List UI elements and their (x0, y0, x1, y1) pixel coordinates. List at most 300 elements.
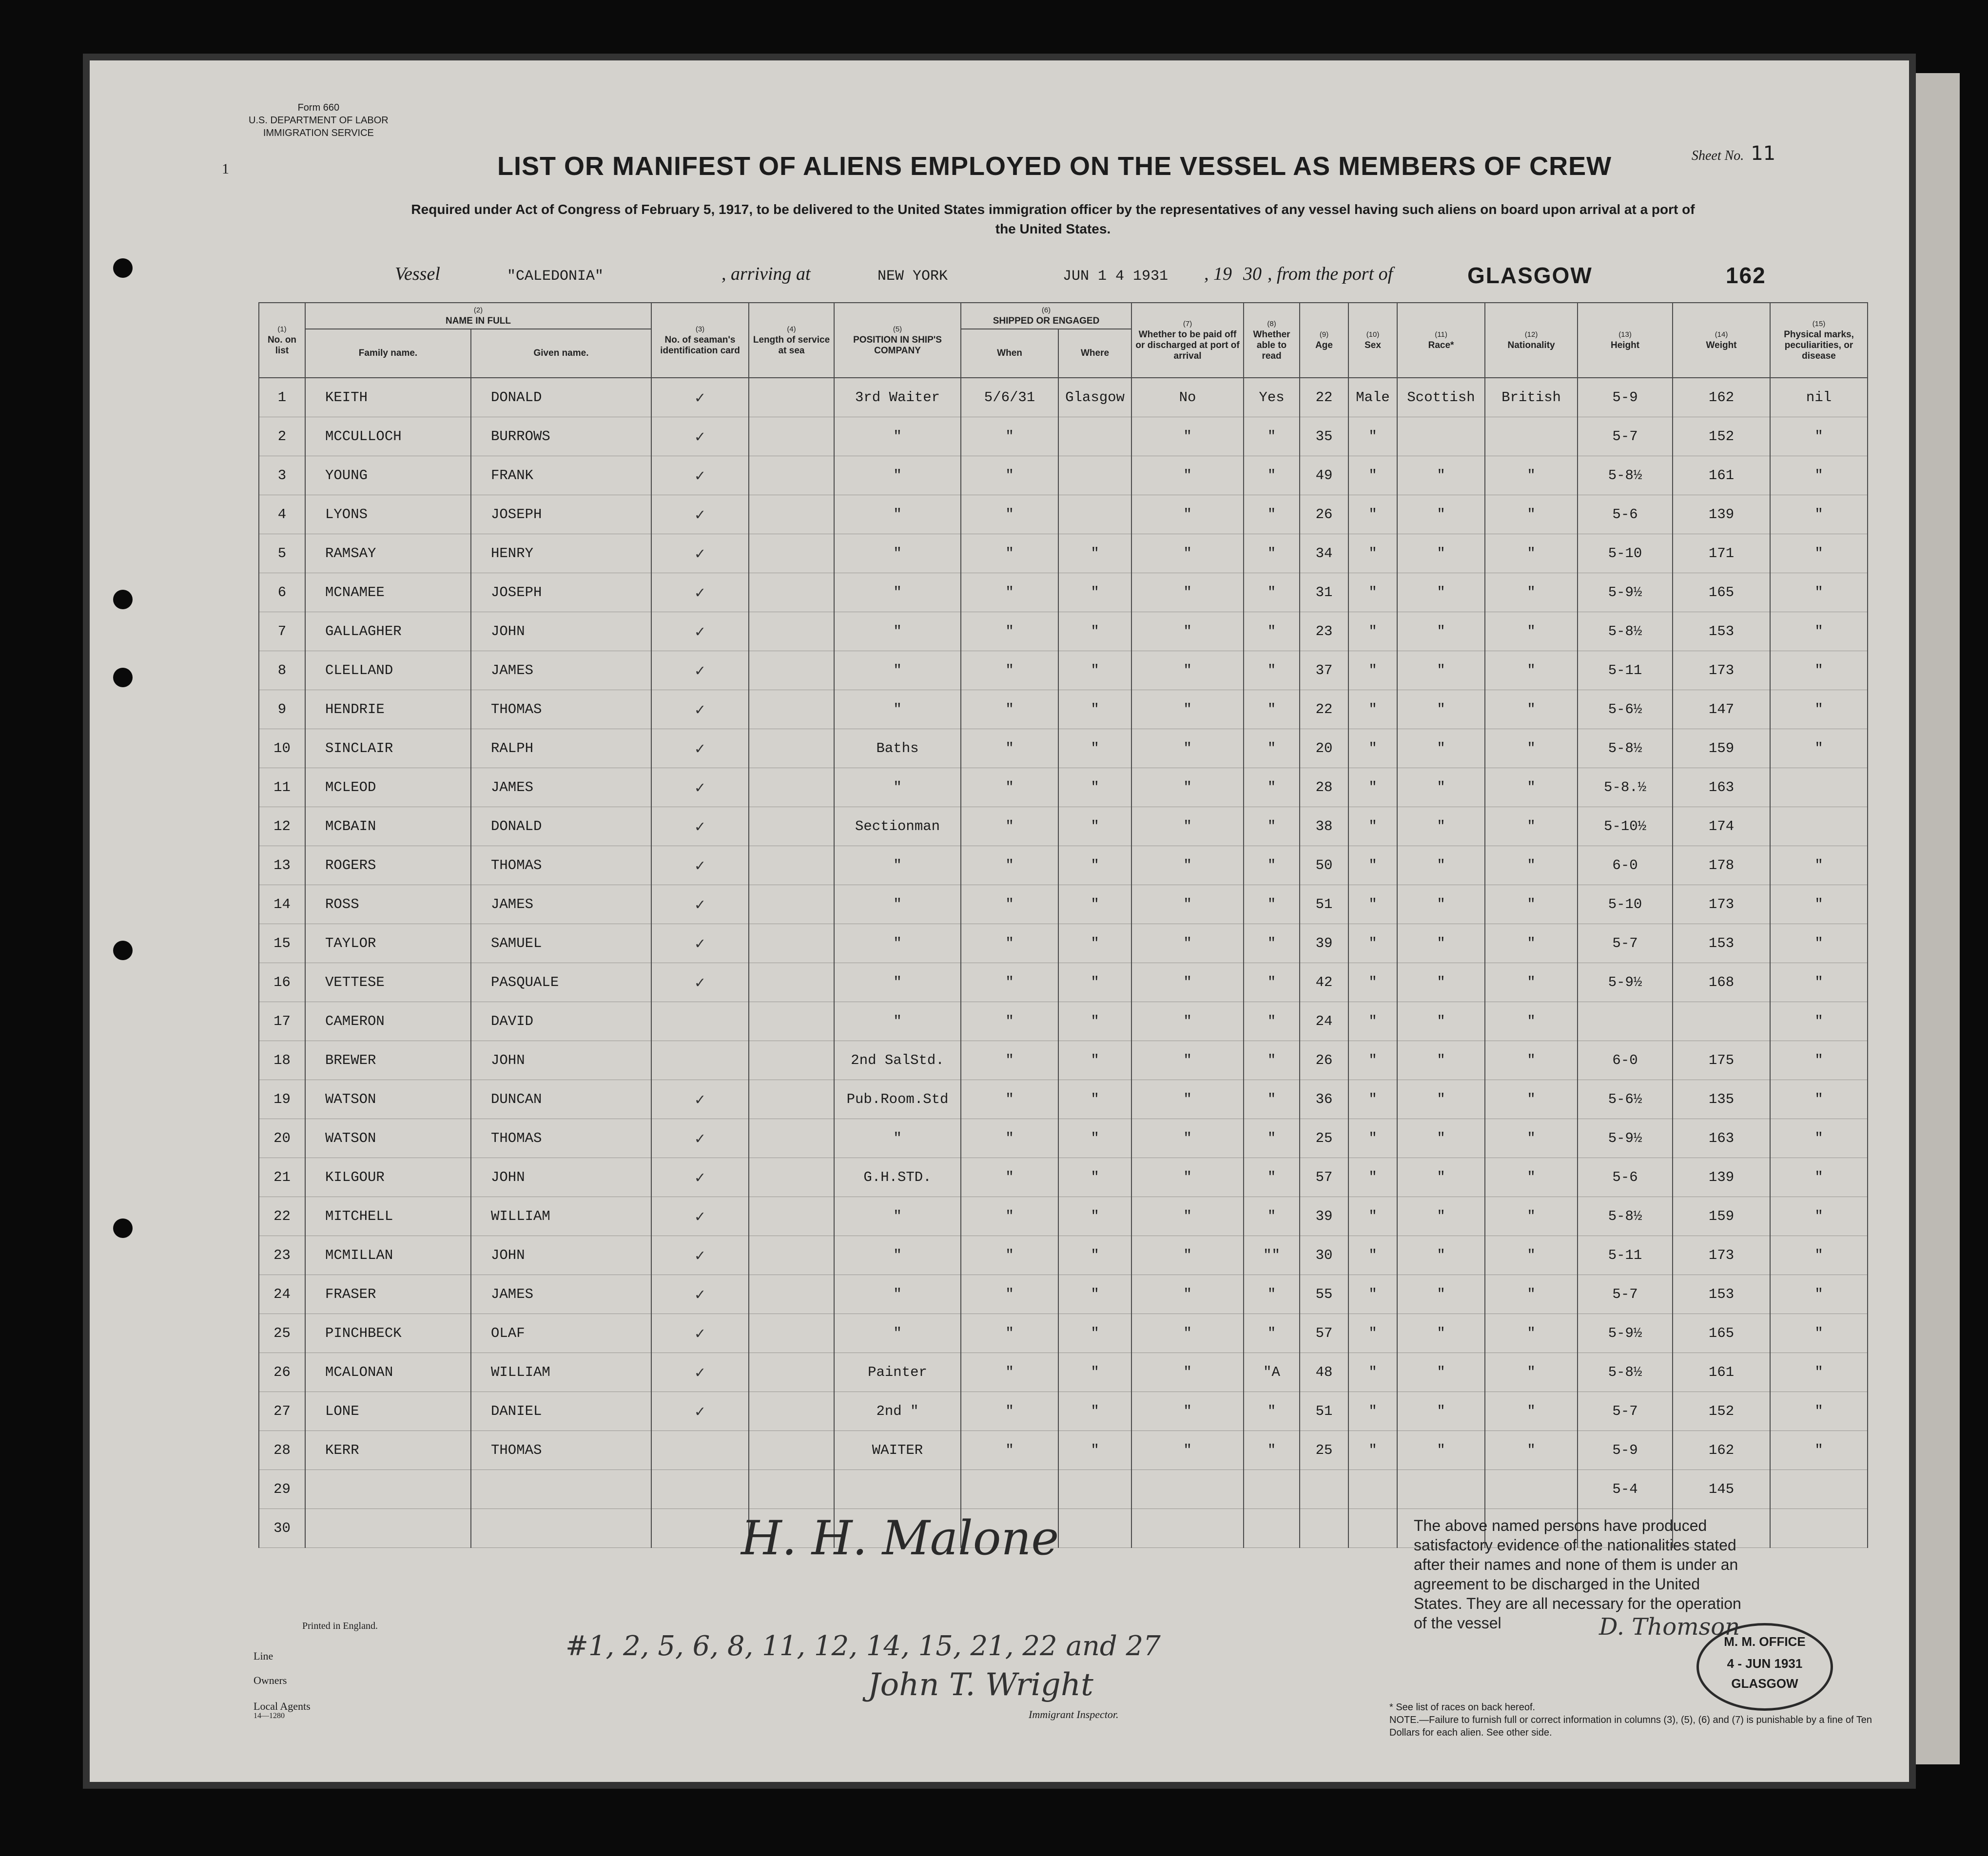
weight-cell: 174 (1673, 807, 1770, 846)
given-name-cell: JAMES (471, 885, 651, 924)
row-number-cell: 3 (259, 456, 305, 495)
position-cell: " (834, 885, 961, 924)
id-card-check-cell: ✓ (651, 1314, 749, 1353)
paid-off-cell: " (1131, 1002, 1244, 1041)
id-card-check-cell: ✓ (651, 1158, 749, 1197)
row-number-cell: 6 (259, 573, 305, 612)
id-card-check-cell: ✓ (651, 1392, 749, 1431)
able-to-read-cell: " (1244, 495, 1300, 534)
department: U.S. DEPARTMENT OF LABOR (249, 115, 389, 126)
row-number-cell: 14 (259, 885, 305, 924)
paid-off-cell: " (1131, 573, 1244, 612)
row-number-cell: 11 (259, 768, 305, 807)
nationality-cell: " (1485, 495, 1578, 534)
handwritten-entry-list: #1, 2, 5, 6, 8, 11, 12, 14, 15, 21, 22 and 27 (565, 1630, 1161, 1662)
table-row (259, 534, 1868, 573)
engaged-where-cell: " (1058, 1119, 1131, 1158)
age-cell: 38 (1300, 807, 1348, 846)
position-cell: " (834, 690, 961, 729)
position-cell: Sectionman (834, 807, 961, 846)
family-name-cell: LYONS (305, 495, 471, 534)
engaged-when-cell: " (961, 1392, 1058, 1431)
able-to-read-cell (1244, 1509, 1300, 1548)
physical-marks-cell: " (1770, 534, 1868, 573)
physical-marks-cell: " (1770, 1353, 1868, 1392)
paid-off-cell: " (1131, 1431, 1244, 1470)
sex-cell: " (1348, 963, 1397, 1002)
age-cell: 22 (1300, 690, 1348, 729)
family-name-cell: MCLEOD (305, 768, 471, 807)
vessel-name: "CALEDONIA" (507, 268, 604, 285)
engaged-where-cell: " (1058, 1392, 1131, 1431)
given-name-cell: DONALD (471, 807, 651, 846)
service-length-cell (749, 1236, 834, 1275)
engaged-where-cell (1058, 456, 1131, 495)
race-cell: " (1397, 1236, 1485, 1275)
table-row (259, 963, 1868, 1002)
weight-cell: 161 (1673, 456, 1770, 495)
nationality-cell: " (1485, 807, 1578, 846)
able-to-read-cell: " (1244, 417, 1300, 456)
row-number-cell: 20 (259, 1119, 305, 1158)
nationality-cell: British (1485, 378, 1578, 417)
race-cell: " (1397, 768, 1485, 807)
engaged-when-cell: " (961, 768, 1058, 807)
paid-off-cell: " (1131, 1197, 1244, 1236)
paid-off-cell: " (1131, 456, 1244, 495)
nationality-cell (1485, 417, 1578, 456)
position-cell: " (834, 612, 961, 651)
engaged-where-cell: " (1058, 1002, 1131, 1041)
engaged-when-cell: " (961, 495, 1058, 534)
id-card-check-cell (651, 1041, 749, 1080)
table-row (259, 651, 1868, 690)
physical-marks-cell: " (1770, 690, 1868, 729)
given-name-cell: THOMAS (471, 690, 651, 729)
service-length-cell (749, 612, 834, 651)
family-name-cell: CAMERON (305, 1002, 471, 1041)
able-to-read-cell: " (1244, 963, 1300, 1002)
header-nationality: (12) Nationality (1485, 303, 1578, 378)
given-name-cell: DUNCAN (471, 1080, 651, 1119)
table-row (259, 1275, 1868, 1314)
weight-cell: 165 (1673, 1314, 1770, 1353)
form-identifier (249, 101, 389, 139)
race-cell: " (1397, 573, 1485, 612)
id-card-check-cell: ✓ (651, 1275, 749, 1314)
sex-cell: " (1348, 1275, 1397, 1314)
service: IMMIGRATION SERVICE (263, 128, 374, 138)
able-to-read-cell: " (1244, 807, 1300, 846)
engaged-where-cell (1058, 417, 1131, 456)
crew-table (258, 302, 1867, 1608)
height-cell: 5-10 (1578, 534, 1673, 573)
paid-off-cell: " (1131, 1314, 1244, 1353)
height-cell: 6-0 (1578, 1041, 1673, 1080)
position-cell: " (834, 651, 961, 690)
engaged-where-cell: " (1058, 924, 1131, 963)
row-number-cell: 5 (259, 534, 305, 573)
family-name-cell: GALLAGHER (305, 612, 471, 651)
paid-off-cell: " (1131, 963, 1244, 1002)
paid-off-cell (1131, 1509, 1244, 1548)
race-cell: " (1397, 1431, 1485, 1470)
nationality-cell: " (1485, 1275, 1578, 1314)
height-cell: 5-9½ (1578, 1314, 1673, 1353)
engaged-where-cell: " (1058, 1158, 1131, 1197)
family-name-cell: CLELLAND (305, 651, 471, 690)
age-cell: 50 (1300, 846, 1348, 885)
table-row (259, 1236, 1868, 1275)
weight-cell: 147 (1673, 690, 1770, 729)
height-cell: 5-6 (1578, 495, 1673, 534)
sex-cell: " (1348, 1431, 1397, 1470)
position-cell: " (834, 573, 961, 612)
header-where: Where (1058, 329, 1131, 378)
nationality-cell: " (1485, 1158, 1578, 1197)
nationality-cell: " (1485, 963, 1578, 1002)
sex-cell (1348, 1470, 1397, 1509)
stamp-date: 4 - JUN 1931 (1727, 1656, 1803, 1671)
header-family-name: Family name. (305, 329, 471, 378)
row-number-cell: 22 (259, 1197, 305, 1236)
table-row (259, 1197, 1868, 1236)
given-name-cell: PASQUALE (471, 963, 651, 1002)
nationality-cell: " (1485, 1197, 1578, 1236)
given-name-cell: BURROWS (471, 417, 651, 456)
height-cell: 5-7 (1578, 1392, 1673, 1431)
engaged-where-cell: " (1058, 1041, 1131, 1080)
sex-cell: " (1348, 534, 1397, 573)
header-given-name: Given name. (471, 329, 651, 378)
height-cell: 5-7 (1578, 924, 1673, 963)
id-card-check-cell: ✓ (651, 924, 749, 963)
nationality-cell: " (1485, 1119, 1578, 1158)
able-to-read-cell: " (1244, 924, 1300, 963)
table-row (259, 612, 1868, 651)
sex-cell: " (1348, 651, 1397, 690)
table-row (259, 1470, 1868, 1509)
service-length-cell (749, 1080, 834, 1119)
table-row (259, 456, 1868, 495)
sex-cell: " (1348, 729, 1397, 768)
age-cell: 23 (1300, 612, 1348, 651)
service-length-cell (749, 1002, 834, 1041)
sex-cell: " (1348, 690, 1397, 729)
sex-cell: " (1348, 1041, 1397, 1080)
position-cell: " (834, 846, 961, 885)
race-cell: " (1397, 690, 1485, 729)
position-cell: WAITER (834, 1431, 961, 1470)
header-id-card: (3) No. of seaman's identification card (651, 303, 749, 378)
position-cell: " (834, 768, 961, 807)
owners-label: Owners (253, 1674, 287, 1686)
id-card-check-cell: ✓ (651, 1080, 749, 1119)
sheet-number-value: 11 (1751, 142, 1776, 165)
family-name-cell: BREWER (305, 1041, 471, 1080)
race-cell: " (1397, 651, 1485, 690)
table-row (259, 1158, 1868, 1197)
nationality-cell: " (1485, 1314, 1578, 1353)
family-name-cell: MCCULLOCH (305, 417, 471, 456)
family-name-cell: MCNAMEE (305, 573, 471, 612)
position-cell (834, 1470, 961, 1509)
arrival-port: NEW YORK (877, 268, 948, 285)
row-number-cell: 13 (259, 846, 305, 885)
nationality-cell: " (1485, 612, 1578, 651)
sex-cell: " (1348, 573, 1397, 612)
nationality-cell: " (1485, 846, 1578, 885)
engaged-when-cell: " (961, 1236, 1058, 1275)
header-able-to-read: (8) Whether able to read (1244, 303, 1300, 378)
weight-cell: 153 (1673, 612, 1770, 651)
given-name-cell: THOMAS (471, 1119, 651, 1158)
sex-cell: " (1348, 1080, 1397, 1119)
age-cell: 26 (1300, 495, 1348, 534)
race-cell: " (1397, 1041, 1485, 1080)
position-cell: " (834, 1002, 961, 1041)
given-name-cell: JOSEPH (471, 573, 651, 612)
physical-marks-cell: " (1770, 963, 1868, 1002)
sex-cell: " (1348, 495, 1397, 534)
weight-cell: 152 (1673, 417, 1770, 456)
nationality-cell: " (1485, 924, 1578, 963)
age-cell: 24 (1300, 1002, 1348, 1041)
service-length-cell (749, 1197, 834, 1236)
weight-cell: 163 (1673, 768, 1770, 807)
service-length-cell (749, 1314, 834, 1353)
service-length-cell (749, 1158, 834, 1197)
race-cell: " (1397, 1275, 1485, 1314)
id-card-check-cell: ✓ (651, 1236, 749, 1275)
physical-marks-cell (1770, 1509, 1868, 1548)
paid-off-cell: " (1131, 1158, 1244, 1197)
page-title: LIST OR MANIFEST OF ALIENS EMPLOYED ON THE VESSEL AS MEMBERS OF CREW (497, 152, 1612, 181)
physical-marks-cell: " (1770, 651, 1868, 690)
race-cell (1397, 417, 1485, 456)
service-length-cell (749, 885, 834, 924)
service-length-cell (749, 924, 834, 963)
family-name-cell: KILGOUR (305, 1158, 471, 1197)
stamp-top-text: M. M. OFFICE (1724, 1634, 1806, 1649)
row-number-cell: 21 (259, 1158, 305, 1197)
family-name-cell: WATSON (305, 1080, 471, 1119)
able-to-read-cell: " (1244, 573, 1300, 612)
nationality-cell: " (1485, 729, 1578, 768)
physical-marks-cell (1770, 768, 1868, 807)
physical-marks-cell (1770, 1470, 1868, 1509)
paid-off-cell: " (1131, 651, 1244, 690)
id-card-check-cell: ✓ (651, 1119, 749, 1158)
given-name-cell: JAMES (471, 1275, 651, 1314)
sex-cell: Male (1348, 378, 1397, 417)
engaged-where-cell: " (1058, 1275, 1131, 1314)
page-subtitle: Required under Act of Congress of February 5, 1917, to be delivered to the United States immigration officer by the representatives of any vessel having such aliens on board upon arrival at a port of the United States. (411, 202, 1695, 236)
age-cell: 39 (1300, 1197, 1348, 1236)
given-name-cell: DANIEL (471, 1392, 651, 1431)
sex-cell: " (1348, 1314, 1397, 1353)
engaged-where-cell (1058, 495, 1131, 534)
able-to-read-cell: " (1244, 1158, 1300, 1197)
table-row (259, 1002, 1868, 1041)
engaged-where-cell: " (1058, 1080, 1131, 1119)
engaged-when-cell: " (961, 1353, 1058, 1392)
id-card-check-cell: ✓ (651, 495, 749, 534)
given-name-cell: DAVID (471, 1002, 651, 1041)
engaged-where-cell: " (1058, 612, 1131, 651)
able-to-read-cell: " (1244, 885, 1300, 924)
physical-marks-cell: " (1770, 1002, 1868, 1041)
paid-off-cell: " (1131, 924, 1244, 963)
able-to-read-cell: " (1244, 456, 1300, 495)
id-card-check-cell: ✓ (651, 1197, 749, 1236)
weight-cell: 173 (1673, 651, 1770, 690)
table-row (259, 690, 1868, 729)
physical-marks-cell: " (1770, 1119, 1868, 1158)
id-card-check-cell: ✓ (651, 729, 749, 768)
physical-marks-cell: " (1770, 1080, 1868, 1119)
printed-in-england: Printed in England. (302, 1621, 378, 1631)
height-cell: 5-11 (1578, 651, 1673, 690)
able-to-read-cell (1244, 1470, 1300, 1509)
paid-off-cell (1131, 1470, 1244, 1509)
punch-hole (113, 668, 133, 687)
age-cell: 31 (1300, 573, 1348, 612)
race-cell: " (1397, 495, 1485, 534)
engaged-when-cell: " (961, 846, 1058, 885)
able-to-read-cell: "A (1244, 1353, 1300, 1392)
engaged-where-cell: " (1058, 651, 1131, 690)
header-weight: (14) Weight (1673, 303, 1770, 378)
engaged-where-cell: " (1058, 573, 1131, 612)
engaged-when-cell: " (961, 963, 1058, 1002)
physical-marks-cell: " (1770, 729, 1868, 768)
sex-cell: " (1348, 417, 1397, 456)
year-value: 30 (1243, 264, 1262, 284)
service-length-cell (749, 846, 834, 885)
sex-cell: " (1348, 1119, 1397, 1158)
header-age: (9) Age (1300, 303, 1348, 378)
footnotes (1389, 1701, 1877, 1739)
nationality-cell: " (1485, 1392, 1578, 1431)
vessel-label: Vessel (395, 264, 440, 284)
given-name-cell: WILLIAM (471, 1353, 651, 1392)
position-cell: " (834, 1314, 961, 1353)
nationality-cell: " (1485, 573, 1578, 612)
id-card-check-cell: ✓ (651, 573, 749, 612)
weight-cell: 168 (1673, 963, 1770, 1002)
paid-off-cell: No (1131, 378, 1244, 417)
nationality-cell: " (1485, 534, 1578, 573)
row-number-cell: 19 (259, 1080, 305, 1119)
nationality-cell: " (1485, 1236, 1578, 1275)
service-length-cell (749, 963, 834, 1002)
sex-cell: " (1348, 885, 1397, 924)
header-shipped-or-engaged: (6) SHIPPED OR ENGAGED (961, 303, 1131, 329)
master-signature: H. H. Malone (741, 1511, 1059, 1566)
physical-marks-cell: " (1770, 573, 1868, 612)
row-number-cell: 15 (259, 924, 305, 963)
race-cell: " (1397, 807, 1485, 846)
weight-cell: 162 (1673, 1431, 1770, 1470)
row-number-cell: 27 (259, 1392, 305, 1431)
able-to-read-cell: " (1244, 1392, 1300, 1431)
paid-off-cell: " (1131, 1353, 1244, 1392)
engaged-where-cell: Glasgow (1058, 378, 1131, 417)
id-card-check-cell: ✓ (651, 456, 749, 495)
departure-port: GLASGOW (1467, 263, 1593, 288)
table-row (259, 1314, 1868, 1353)
header-when: When (961, 329, 1058, 378)
physical-marks-cell: " (1770, 495, 1868, 534)
height-cell: 5-9½ (1578, 573, 1673, 612)
engaged-when-cell: " (961, 1002, 1058, 1041)
nationality-cell: " (1485, 1041, 1578, 1080)
engaged-when-cell: " (961, 885, 1058, 924)
engaged-when-cell: " (961, 573, 1058, 612)
height-cell: 5-8½ (1578, 1353, 1673, 1392)
paid-off-cell: " (1131, 1392, 1244, 1431)
arrival-date: JUN 1 4 1931 (1063, 268, 1169, 285)
nationality-cell: " (1485, 1431, 1578, 1470)
height-cell: 5-8½ (1578, 456, 1673, 495)
position-cell: " (834, 495, 961, 534)
engaged-where-cell: " (1058, 846, 1131, 885)
physical-marks-cell: " (1770, 1041, 1868, 1080)
punch-hole (113, 941, 133, 960)
engaged-when-cell (961, 1470, 1058, 1509)
sex-cell: " (1348, 456, 1397, 495)
given-name-cell: THOMAS (471, 846, 651, 885)
given-name-cell (471, 1470, 651, 1509)
physical-marks-cell: " (1770, 612, 1868, 651)
weight-cell: 139 (1673, 495, 1770, 534)
weight-cell: 153 (1673, 924, 1770, 963)
vessel-line (234, 253, 1832, 297)
service-length-cell (749, 1275, 834, 1314)
able-to-read-cell: " (1244, 846, 1300, 885)
engaged-when-cell: " (961, 1431, 1058, 1470)
row-number-cell: 17 (259, 1002, 305, 1041)
weight-cell (1673, 1002, 1770, 1041)
table-row (259, 1080, 1868, 1119)
given-name-cell: JOHN (471, 1041, 651, 1080)
able-to-read-cell: " (1244, 534, 1300, 573)
physical-marks-cell: " (1770, 885, 1868, 924)
form-number: Form 660 (297, 102, 340, 113)
from-label: , from the port of (1267, 264, 1393, 284)
table-row (259, 846, 1868, 885)
row-number-cell: 16 (259, 963, 305, 1002)
given-name-cell: RALPH (471, 729, 651, 768)
nationality-cell (1485, 1470, 1578, 1509)
able-to-read-cell: " (1244, 1080, 1300, 1119)
family-name-cell: LONE (305, 1392, 471, 1431)
weight-cell: 178 (1673, 846, 1770, 885)
family-name-cell: YOUNG (305, 456, 471, 495)
engaged-where-cell: " (1058, 885, 1131, 924)
id-card-check-cell: ✓ (651, 963, 749, 1002)
engaged-where-cell: " (1058, 1314, 1131, 1353)
able-to-read-cell: " (1244, 1314, 1300, 1353)
table-row (259, 885, 1868, 924)
service-length-cell (749, 1353, 834, 1392)
table-row (259, 807, 1868, 846)
age-cell: 28 (1300, 768, 1348, 807)
height-cell: 5-4 (1578, 1470, 1673, 1509)
weight-cell: 173 (1673, 885, 1770, 924)
id-card-check-cell (651, 1002, 749, 1041)
